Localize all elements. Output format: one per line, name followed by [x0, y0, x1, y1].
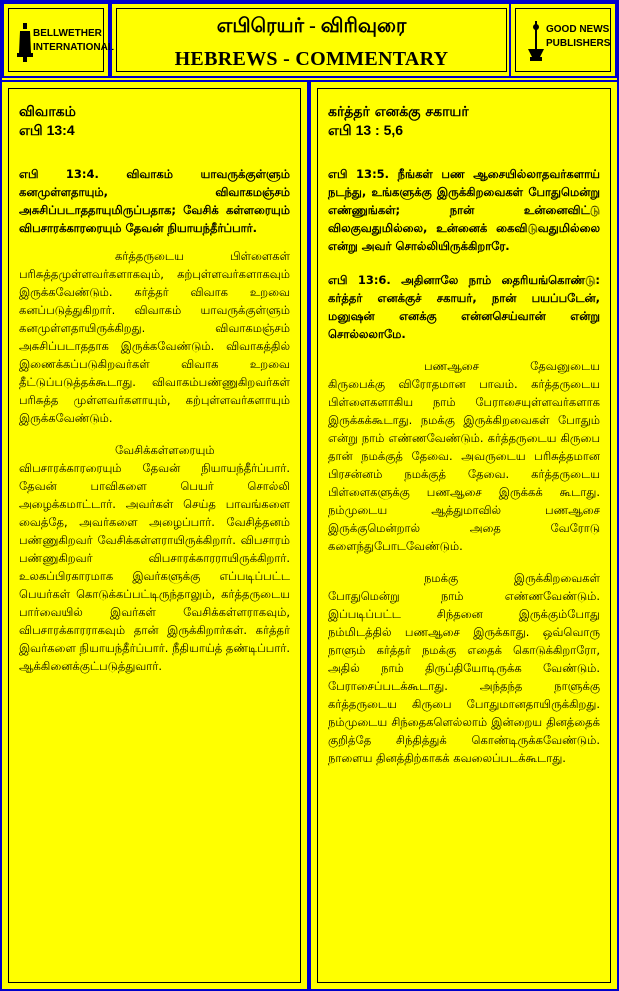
- bellwether-logo: [2, 2, 114, 78]
- publisher-right-line2: PUBLISHERS: [546, 38, 611, 49]
- left-reference: எபி 13:4: [19, 122, 75, 138]
- right-paragraph-1: பணஆசை தேவனுடைய கிருபைக்கு விரோதமான பாவம். கர்த்தருடைய பிள்ளைகளாகிய நாம் பேராசையுள்ளவர்களாக இருக்கக்கூடாது. நமக்கு இருக்கிறவைகள் போதும் என்று நாம் எண்ணவேண்டும். கர்த்தருடைய கிருபை தான் நமக்குத் தேவை. அவருடைய பரிசுத்தமான பிரசன்னம் நமக்குத் தேவை. கர்த்தருடைய பிள்ளைகளுக்கு பணஆசை இருக்கக் கூடாது. நம்முடைய ஆத்துமாவில் பணஆசை இருக்குமென்றால் அதை வேரோடு களைந்துபோடவேண்டும்.: [328, 359, 600, 553]
- left-verse: எபி 13:4. விவாகம் யாவருக்குள்ளும் கனமுள்ளதாயும், விவாகமஞ்சம் அசுசிப்படாததாயுமிருப்பதாக; வேசிக் கள்ளரையும் விபசாரக்காரரையும் தேவன் நியாயந்தீர்ப்பார்.: [19, 167, 290, 235]
- trumpet-icon: [526, 21, 544, 63]
- left-paragraph-1: கர்த்தருடைய பிள்ளைகள் பரிசுத்தமுள்ளவர்களாகவும், கற்புள்ளவர்களாகவும் இருக்கவேண்டும். கர்த்தர் விவாக உறவை கனப்படுத்துகிறார். விவாகம் யாவருக்குள்ளும் கனமுள்ளதாயிருக்கிறது. விவாகமஞ்சம் அசுசிப்படாததாக இருக்கவேண்டும். விவாகத்தில் இணைக்கப்படுகிறவர்கள் விவாக உறவை தீட்டுப்படுத்தக்கூடாது. விவாகம்பண்ணுகிறவர்கள் பரிசுத்த முள்ளவர்களாயும், கற்புள்ளவர்களாயும் இருக்கவேண்டும்.: [19, 249, 290, 425]
- right-verse-1: எபி 13:5. நீங்கள் பண ஆசையில்லாதவர்களாய் நடந்து, உங்களுக்கு இருக்கிறவைகள் போதுமென்று எண்ணுங்கள்; நான் உன்னைவிட்டு விலகுவதுமில்லை, உன்னைக் கைவிடுவதுமில்லை என்று அவர் சொல்லியிருக்கிறாரே.: [328, 167, 600, 253]
- left-paragraph-2: வேசிக்கள்ளரையும் விபசாரக்காரரையும் தேவன் நியாயந்தீர்ப்பார். தேவன் பாவிகளை பெயர் சொல்லி அழைக்கமாட்டார். அவர்கள் செய்த பாவங்களை வைத்தே, அவர்களை அழைப்பார். வேசித்தனம் பண்ணுகிறவர் வேசிக்கள்ளராயிருக்கிறார். விபசாரம் பண்ணுகிறவர் விபசாரக்காரராயிருக்கிறார். உலகப்பிரகாரமாக இவர்களுக்கு எப்படிப்பட்ட பெயர்கள் கொடுக்கப்பட்டிருந்தாலும், கர்த்தருடைய பார்வையில் இவர்கள் வேசிக்கள்ளராகவும், விபசாரக்காரராகவும் தான் இருக்கிறார்கள். கர்த்தர் இவர்களை நியாயந்தீர்ப்பார். நீதியாய்த் தண்டிப்பார். ஆக்கினைக்குட்படுத்துவார்.: [19, 443, 290, 673]
- publisher-left-line1: BELLWETHER: [33, 28, 102, 39]
- right-paragraph-2: நமக்கு இருக்கிறவைகள் போதுமென்று நாம் எண்ணவேண்டும். இப்படிப்பட்ட சிந்தனை இருக்கும்போது நம்மிடத்தில் பணஆசை இருக்காது. ஒவ்வொரு நாளும் கர்த்தர் நமக்கு எதைக் கொடுக்கிறாரோ, அதில் நாம் திருப்தியோடிருக்க வேண்டும். பேராசைப்படக்கூடாது. அந்தந்த நாளுக்கு கர்த்தருடைய கிருபை போதுமானதாயிருக்கிறது. நம்முடைய சிந்தைகளெல்லாம் இன்றைய தினத்தைக் குறித்தே சிந்தித்துக் கொண்டிருக்கவேண்டும். நாளைய தினத்திற்காகக் கவலைப்படக்கூடாது.: [328, 571, 600, 765]
- publisher-right-line1: GOOD NEWS: [546, 24, 610, 35]
- title-tamil: எபிரெயர் - விரிவுரை: [216, 15, 407, 37]
- bell-icon: [17, 23, 33, 63]
- left-column: [0, 80, 309, 991]
- right-column: [309, 80, 619, 991]
- left-heading: விவாகம்: [19, 104, 76, 120]
- right-heading: கர்த்தர் எனக்கு சகாயர்: [328, 104, 469, 120]
- title-english: HEBREWS - COMMENTARY: [174, 48, 449, 70]
- right-reference: எபி 13 : 5,6: [328, 122, 404, 138]
- publisher-left-line2: INTERNATIONAL: [33, 42, 114, 53]
- right-verse-2: எபி 13:6. அதினாலே நாம் தைரியங்கொண்டு: கர்த்தர் எனக்குச் சகாயர், நான் பயப்படேன், மனுஷன் எனக்கு என்னசெய்வான் என்று சொல்லலாமே.: [328, 273, 600, 341]
- good-news-logo: [509, 2, 617, 78]
- page-header: [2, 2, 617, 78]
- title-box: [110, 2, 513, 78]
